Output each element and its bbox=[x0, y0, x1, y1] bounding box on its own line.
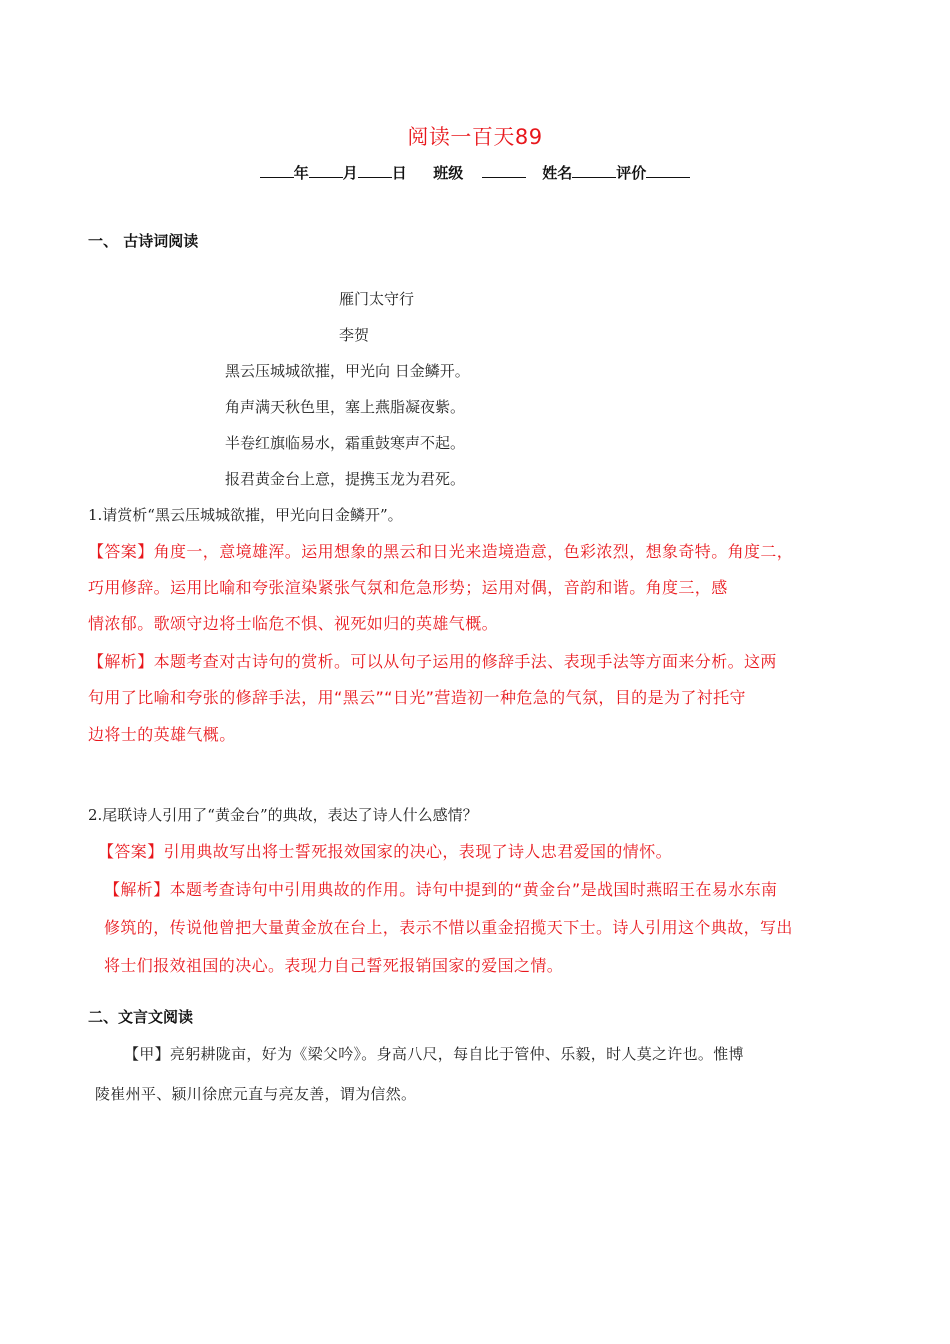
month-label: 月 bbox=[342, 164, 358, 182]
analysis-line: 将士们报效祖国的决心。表现力自己誓死报销国家的爱国之情。 bbox=[104, 956, 564, 975]
name-blank[interactable] bbox=[572, 162, 616, 178]
answer-line: 情浓郁。歌颂守边将士临危不惧、视死如归的英雄气概。 bbox=[88, 614, 499, 633]
analysis-line: 【解析】本题考查对古诗句的赏析。可以从句子运用的修辞手法、表现手法等方面来分析。这两 bbox=[88, 652, 777, 671]
rating-label: 评价 bbox=[616, 164, 647, 182]
question-2: 2.尾联诗人引用了“黄金台”的典故，表达了诗人什么感情？ bbox=[88, 806, 478, 824]
answer-line: 巧用修辞。运用比喻和夸张渲染紧张气氛和危急形势；运用对偶，音韵和谐。角度三，感 bbox=[88, 578, 728, 597]
question-1: 1.请赏析“黑云压城城欲摧，甲光向日金鳞开”。 bbox=[88, 506, 403, 524]
analysis-line: 【解析】本题考查诗句中引用典故的作用。诗句中提到的“黄金台”是战国时燕昭王在易水东南 bbox=[104, 880, 778, 899]
classical-text-line: 陵崔州平、颍川徐庶元直与亮友善，谓为信然。 bbox=[95, 1085, 417, 1103]
class-label: 班级 bbox=[433, 164, 464, 182]
rating-blank[interactable] bbox=[646, 162, 690, 178]
month-blank[interactable] bbox=[309, 162, 343, 178]
year-label: 年 bbox=[293, 164, 309, 182]
page-title: 阅读一百天89 bbox=[407, 125, 543, 149]
year-blank[interactable] bbox=[260, 162, 294, 178]
poem-line: 报君黄金台上意，提携玉龙为君死。 bbox=[225, 470, 466, 488]
section-heading-classical: 二、文言文阅读 bbox=[88, 1008, 194, 1026]
poem-title: 雁门太守行 bbox=[339, 290, 415, 308]
class-blank[interactable] bbox=[482, 162, 526, 178]
answer-line: 【答案】引用典故写出将士誓死报效国家的决心，表现了诗人忠君爱国的情怀。 bbox=[98, 842, 673, 861]
poem-author: 李贺 bbox=[339, 326, 370, 344]
day-blank[interactable] bbox=[358, 162, 392, 178]
poem-line: 半卷红旗临易水，霜重鼓寒声不起。 bbox=[225, 434, 466, 452]
analysis-line: 边将士的英雄气概。 bbox=[88, 725, 236, 744]
section-heading-poetry: 一、 古诗词阅读 bbox=[88, 232, 199, 250]
analysis-line: 句用了比喻和夸张的修辞手法，用“黑云”“日光”营造初一种危急的气氛，目的是为了衬托守 bbox=[88, 688, 746, 707]
poem-line: 角声满天秋色里，塞上燕脂凝夜紫。 bbox=[225, 398, 466, 416]
poem-line: 黑云压城城欲摧，甲光向 日金鳞开。 bbox=[225, 362, 470, 380]
day-label: 日 bbox=[391, 164, 407, 182]
answer-line: 【答案】角度一，意境雄浑。运用想象的黑云和日光来造境造意，色彩浓烈，想象奇特。角度二， bbox=[88, 542, 794, 561]
classical-text-line: 【甲】亮躬耕陇亩，好为《梁父吟》。身高八尺，每自比于管仲、乐毅，时人莫之许也。惟博 bbox=[124, 1045, 744, 1063]
name-label: 姓名 bbox=[542, 164, 573, 182]
analysis-line: 修筑的，传说他曾把大量黄金放在台上，表示不惜以重金招揽天下士。诗人引用这个典故，写出 bbox=[104, 918, 793, 937]
student-info-line bbox=[0, 162, 950, 183]
